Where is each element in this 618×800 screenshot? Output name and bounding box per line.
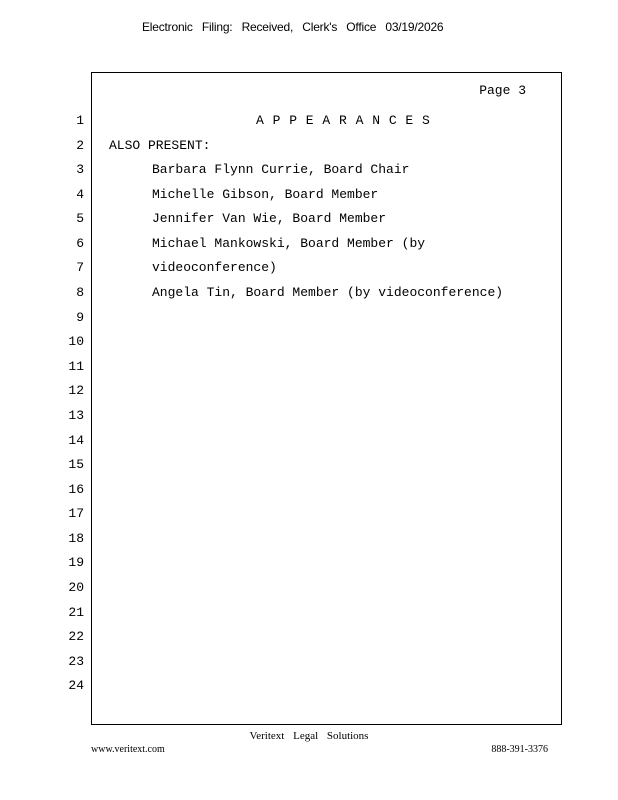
line-number: 19 — [68, 555, 84, 570]
appearance-entry: Michelle Gibson, Board Member — [152, 187, 379, 202]
line-number: 13 — [68, 408, 84, 423]
line-number: 4 — [76, 187, 84, 202]
line-number: 10 — [68, 334, 84, 349]
line-number: 22 — [68, 629, 84, 644]
line-number: 1 — [76, 113, 84, 128]
line-number: 21 — [68, 605, 84, 620]
footer-phone: 888-391-3376 — [491, 744, 548, 755]
appearance-entry-continuation: videoconference) — [152, 260, 277, 275]
appearance-entry: Michael Mankowski, Board Member (by — [152, 236, 426, 251]
footer-website: www.veritext.com — [91, 744, 165, 755]
line-number: 3 — [76, 162, 84, 177]
appearance-entry: Barbara Flynn Currie, Board Chair — [152, 162, 410, 177]
line-number: 18 — [68, 531, 84, 546]
line-number: 20 — [68, 580, 84, 595]
line-number: 14 — [68, 433, 84, 448]
line-number: 12 — [68, 383, 84, 398]
also-present-label: ALSO PRESENT: — [109, 138, 211, 153]
line-number: 17 — [68, 506, 84, 521]
line-number: 23 — [68, 654, 84, 669]
line-number: 5 — [76, 211, 84, 226]
footer-company: Veritext Legal Solutions — [249, 730, 369, 742]
line-number: 24 — [68, 678, 84, 693]
filing-stamp: Electronic Filing: Received, Clerk's Office 03/19/2026 — [142, 20, 444, 34]
line-number: 2 — [76, 138, 84, 153]
appearance-entry: Jennifer Van Wie, Board Member — [152, 211, 387, 226]
line-number: 9 — [76, 310, 84, 325]
line-number: 11 — [68, 359, 84, 374]
page-number: Page 3 — [479, 83, 526, 98]
line-number: 15 — [68, 457, 84, 472]
line-number: 8 — [76, 285, 84, 300]
line-number: 16 — [68, 482, 84, 497]
appearance-entry: Angela Tin, Board Member (by videoconference) — [152, 285, 504, 300]
line-number: 7 — [76, 260, 84, 275]
line-number: 6 — [76, 236, 84, 251]
appearances-heading: A P P E A R A N C E S — [256, 113, 431, 128]
